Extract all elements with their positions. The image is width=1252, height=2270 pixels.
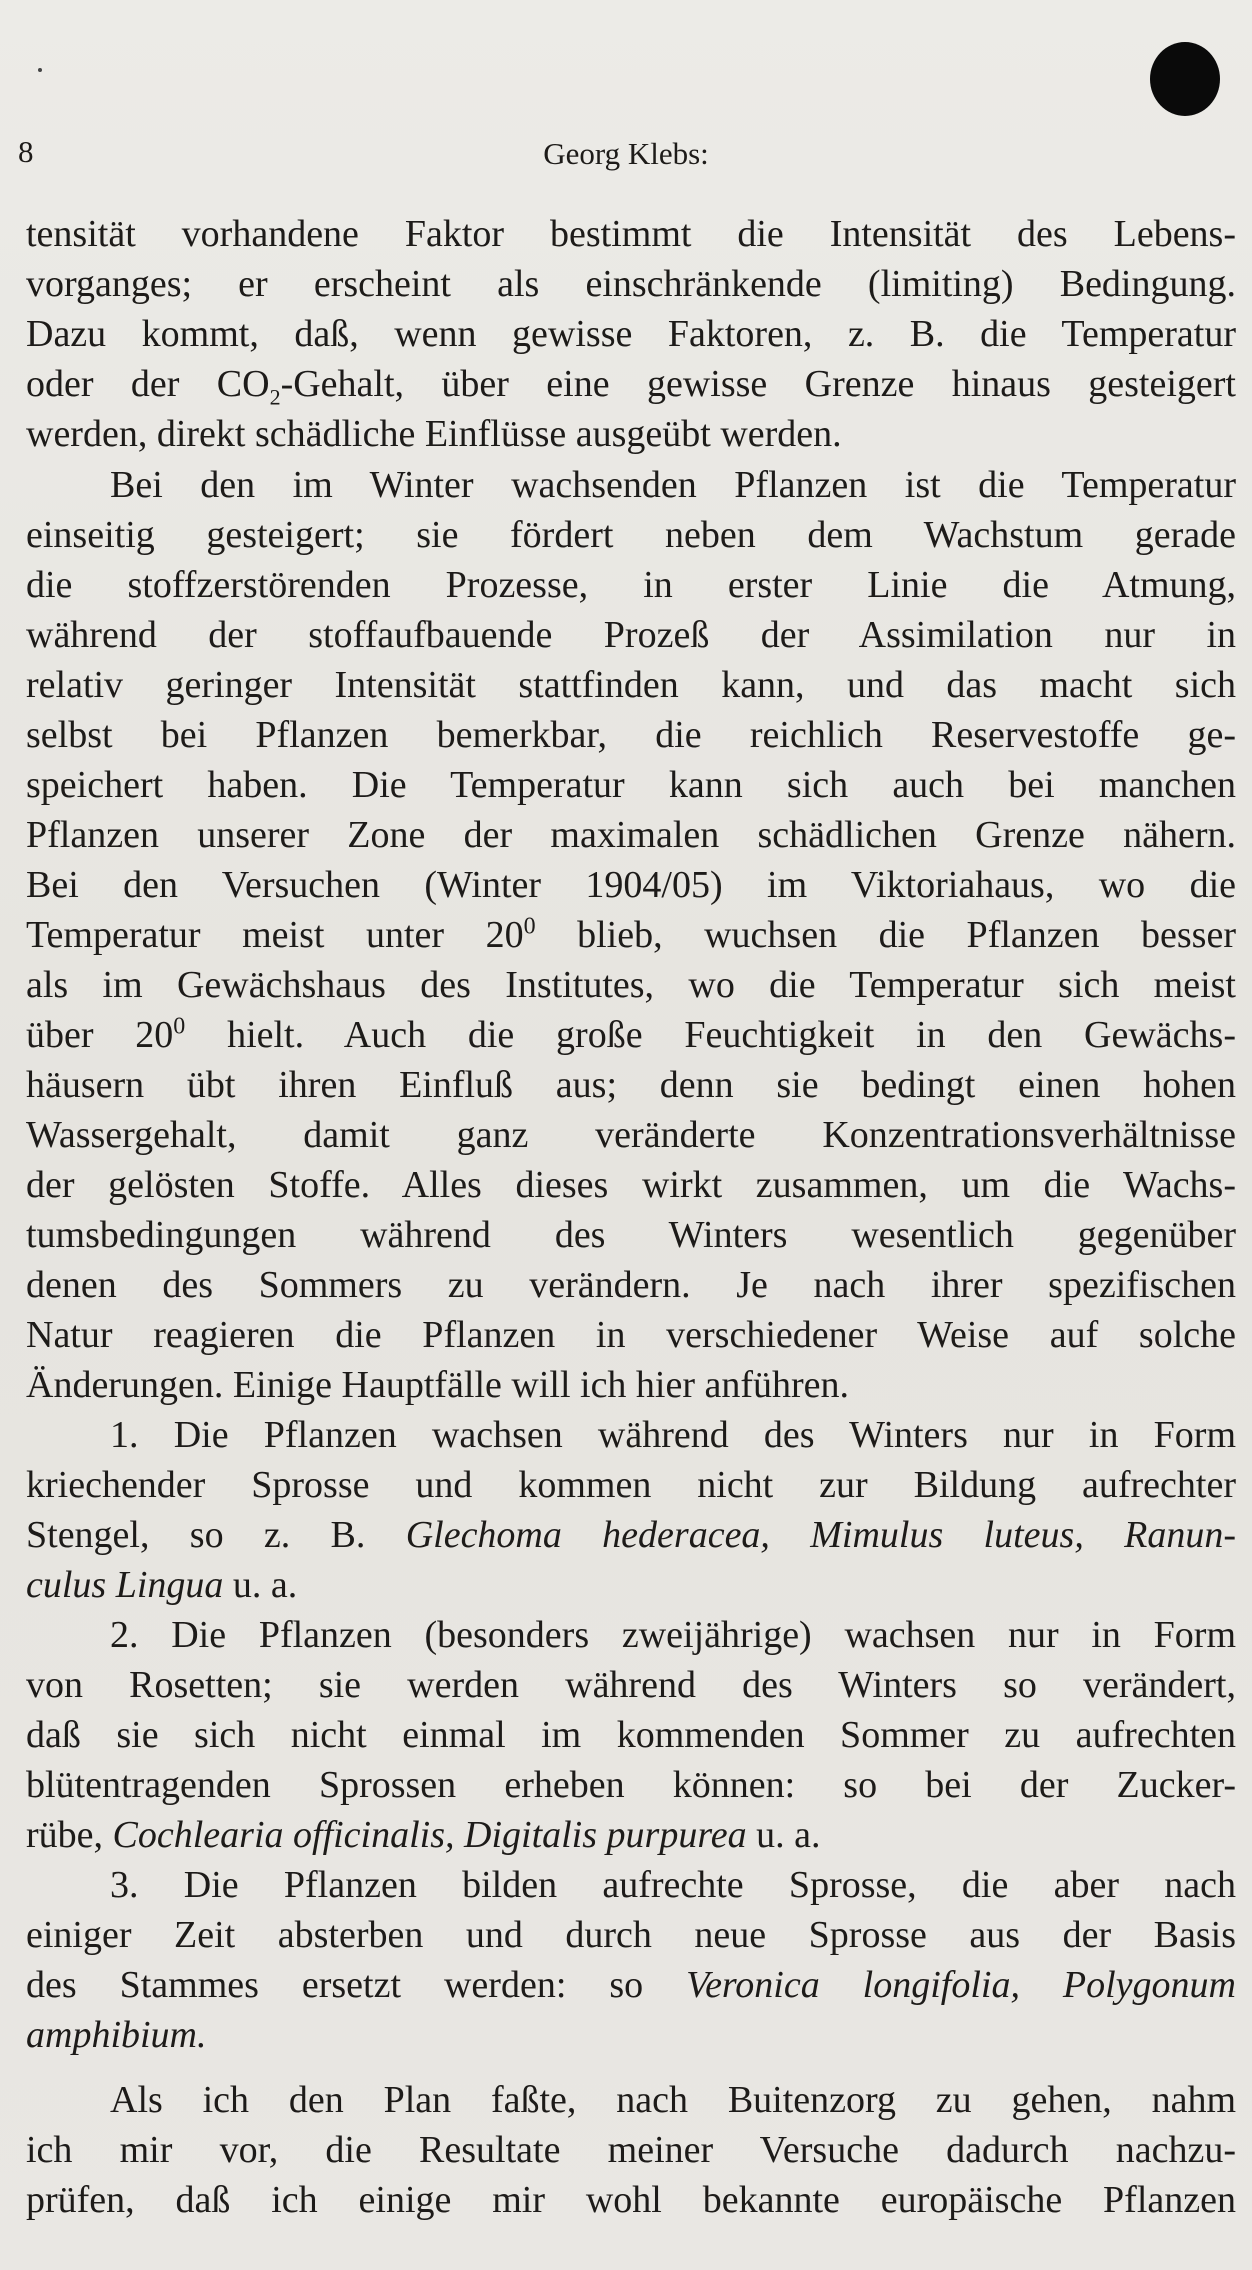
text-line: denen des Sommers zu verändern. Je nach ihrer spezifischen bbox=[26, 1264, 1236, 1306]
text-line: des Stammes ersetzt werden: so Veronica longifolia, Polygonum bbox=[26, 1964, 1236, 2006]
text-line: häusern übt ihren Einfluß aus; denn sie bedingt einen hohen bbox=[26, 1064, 1236, 1106]
text-line: tensität vorhandene Faktor bestimmt die Intensität des Lebens- bbox=[26, 213, 1236, 255]
punch-hole bbox=[1150, 42, 1220, 116]
text-line: über $20^0$ hielt. Auch die große Feuchtigkeit in den Gewächs- bbox=[26, 1013, 1236, 1056]
text-line: 3. Die Pflanzen bilden aufrechte Sprosse, die aber nach bbox=[110, 1864, 1236, 1906]
text-line: 2. Die Pflanzen (besonders zweijährige) wachsen nur in Form bbox=[110, 1614, 1236, 1656]
text-line: speichert haben. Die Temperatur kann sich auch bei manchen bbox=[26, 764, 1236, 806]
text-line: der gelösten Stoffe. Alles dieses wirkt zusammen, um die Wachs- bbox=[26, 1164, 1236, 1206]
text-line: Bei den Versuchen (Winter 1904/05) im Viktoriahaus, wo die bbox=[26, 864, 1236, 906]
text-line: amphibium. bbox=[26, 2014, 207, 2056]
text-line: ich mir vor, die Resultate meiner Versuche dadurch nachzu- bbox=[26, 2129, 1236, 2171]
text-line: Dazu kommt, daß, wenn gewisse Faktoren, z. B. die Temperatur bbox=[26, 313, 1236, 355]
text-line: von Rosetten; sie werden während des Winters so verändert, bbox=[26, 1664, 1236, 1706]
text-line: blütentragenden Sprossen erheben können: so bei der Zucker- bbox=[26, 1764, 1236, 1806]
text-line: tumsbedingungen während des Winters wesentlich gegenüber bbox=[26, 1214, 1236, 1256]
text-line: als im Gewächshaus des Institutes, wo die Temperatur sich meist bbox=[26, 964, 1236, 1006]
text-line: Temperatur meist unter $20^0$ blieb, wuchsen die Pflanzen besser bbox=[26, 913, 1236, 956]
text-line: Wassergehalt, damit ganz veränderte Konzentrationsverhältnisse bbox=[26, 1114, 1236, 1156]
text-line: oder der $CO_2$-Gehalt, über eine gewisse Grenze hinaus gesteigert bbox=[26, 363, 1236, 410]
text-line: die stoffzerstörenden Prozesse, in erster Linie die Atmung, bbox=[26, 564, 1236, 606]
text-line: werden, direkt schädliche Einflüsse ausgeübt werden. bbox=[26, 413, 842, 455]
text-line: relativ geringer Intensität stattfinden kann, und das macht sich bbox=[26, 664, 1236, 706]
text-line: einiger Zeit absterben und durch neue Sprosse aus der Basis bbox=[26, 1914, 1236, 1956]
page-header bbox=[0, 134, 1252, 174]
text-line: selbst bei Pflanzen bemerkbar, die reichlich Reservestoffe ge- bbox=[26, 714, 1236, 756]
text-line: vorganges; er erscheint als einschränkende (limiting) Bedingung. bbox=[26, 263, 1236, 305]
running-head: Georg Klebs: bbox=[543, 136, 709, 171]
text-line: Stengel, so z. B. Glechoma hederacea, Mimulus luteus, Ranun- bbox=[26, 1514, 1236, 1556]
text-line: Als ich den Plan faßte, nach Buitenzorg zu gehen, nahm bbox=[110, 2079, 1236, 2121]
text-line: culus Lingua u. a. bbox=[26, 1564, 298, 1606]
text-line: Pflanzen unserer Zone der maximalen schädlichen Grenze nähern. bbox=[26, 814, 1236, 856]
page-speck bbox=[38, 68, 42, 72]
text-line: prüfen, daß ich einige mir wohl bekannte europäische Pflanzen bbox=[26, 2179, 1236, 2221]
text-line: Bei den im Winter wachsenden Pflanzen ist die Temperatur bbox=[110, 464, 1236, 506]
text-line: rübe, Cochlearia officinalis, Digitalis purpurea u. a. bbox=[26, 1814, 821, 1856]
text-line: während der stoffaufbauende Prozeß der Assimilation nur in bbox=[26, 614, 1236, 656]
text-line: Änderungen. Einige Hauptfälle will ich hier anführen. bbox=[26, 1364, 850, 1406]
text-line: 1. Die Pflanzen wachsen während des Winters nur in Form bbox=[110, 1414, 1236, 1456]
text-line: daß sie sich nicht einmal im kommenden Sommer zu aufrechten bbox=[26, 1714, 1236, 1756]
text-line: Natur reagieren die Pflanzen in verschiedener Weise auf solche bbox=[26, 1314, 1236, 1356]
text-line: einseitig gesteigert; sie fördert neben dem Wachstum gerade bbox=[26, 514, 1236, 556]
page-number: 8 bbox=[18, 134, 34, 169]
text-line: kriechender Sprosse und kommen nicht zur Bildung aufrechter bbox=[26, 1464, 1236, 1506]
